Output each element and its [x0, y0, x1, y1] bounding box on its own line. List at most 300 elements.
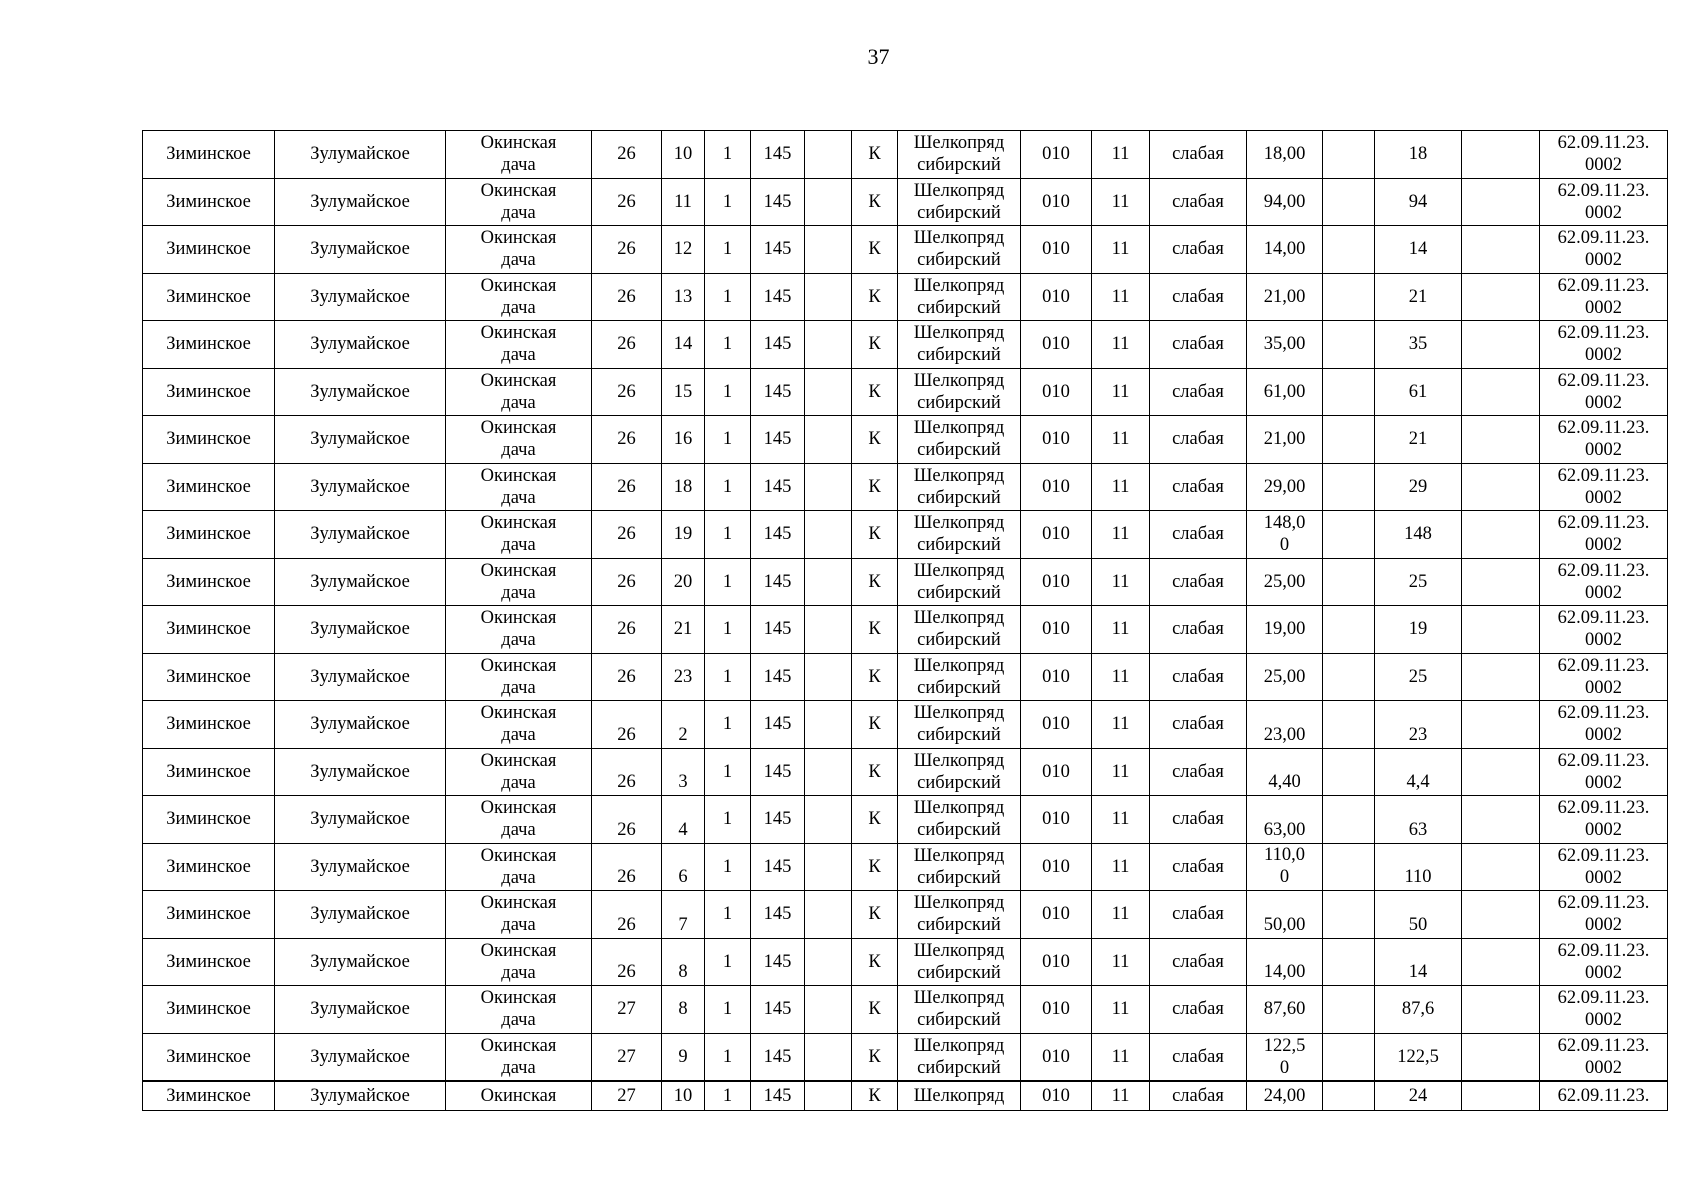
district-cell: Зулумайское — [275, 226, 446, 274]
compartment-cell: 3 — [662, 748, 705, 796]
col17-cell — [1462, 701, 1540, 749]
page-number: 37 — [867, 44, 890, 69]
table-row — [143, 986, 1668, 1034]
forestry-cell: Зиминское — [143, 748, 275, 796]
pest-cell: Шелкопряд сибирский — [898, 558, 1021, 606]
species-cell: К — [852, 321, 898, 369]
district-cell: Зулумайское — [275, 558, 446, 606]
col17-cell — [1462, 1081, 1540, 1111]
col7-cell: 145 — [751, 416, 805, 464]
degree-cell: слабая — [1150, 558, 1247, 606]
col7-cell: 145 — [751, 321, 805, 369]
quarter-cell: 26 — [592, 796, 662, 844]
col16-cell: 87,6 — [1375, 986, 1462, 1034]
col8-cell — [805, 843, 852, 891]
degree-cell: слабая — [1150, 606, 1247, 654]
col16-cell: 122,5 — [1375, 1033, 1462, 1081]
compartment-cell: 15 — [662, 368, 705, 416]
col16-cell: 50 — [1375, 891, 1462, 939]
col8-cell — [805, 463, 852, 511]
quarter-cell: 27 — [592, 986, 662, 1034]
col12-cell: 11 — [1092, 511, 1150, 559]
code-cell: 62.09.11.23. 0002 — [1540, 178, 1668, 226]
pest-cell: Шелкопряд сибирский — [898, 416, 1021, 464]
col6-cell: 1 — [705, 463, 751, 511]
degree-cell: слабая — [1150, 843, 1247, 891]
col11-cell: 010 — [1021, 1033, 1092, 1081]
quarter-cell: 26 — [592, 653, 662, 701]
species-cell: К — [852, 1081, 898, 1111]
code-cell: 62.09.11.23. 0002 — [1540, 701, 1668, 749]
district-cell: Зулумайское — [275, 1081, 446, 1111]
dacha-cell: Окинская дача — [446, 891, 592, 939]
col7-cell: 145 — [751, 131, 805, 179]
district-cell: Зулумайское — [275, 843, 446, 891]
forestry-cell: Зиминское — [143, 701, 275, 749]
forestry-cell: Зиминское — [143, 606, 275, 654]
col12-cell: 11 — [1092, 748, 1150, 796]
forestry-cell: Зиминское — [143, 558, 275, 606]
species-cell: К — [852, 748, 898, 796]
compartment-cell: 20 — [662, 558, 705, 606]
col12-cell: 11 — [1092, 321, 1150, 369]
col8-cell — [805, 748, 852, 796]
col6-cell: 1 — [705, 986, 751, 1034]
col7-cell: 145 — [751, 653, 805, 701]
area-cell: 4,40 — [1247, 748, 1323, 796]
col15-cell — [1323, 321, 1375, 369]
quarter-cell: 27 — [592, 1033, 662, 1081]
district-cell: Зулумайское — [275, 321, 446, 369]
dacha-cell: Окинская дача — [446, 226, 592, 274]
pest-cell: Шелкопряд сибирский — [898, 606, 1021, 654]
dacha-cell: Окинская дача — [446, 986, 592, 1034]
col7-cell: 145 — [751, 843, 805, 891]
code-cell: 62.09.11.23. 0002 — [1540, 796, 1668, 844]
col6-cell: 1 — [705, 178, 751, 226]
pest-cell: Шелкопряд сибирский — [898, 796, 1021, 844]
area-cell: 19,00 — [1247, 606, 1323, 654]
col6-cell: 1 — [705, 416, 751, 464]
table-row — [143, 938, 1668, 986]
dacha-cell: Окинская дача — [446, 843, 592, 891]
quarter-cell: 26 — [592, 748, 662, 796]
district-cell: Зулумайское — [275, 606, 446, 654]
table-row — [143, 273, 1668, 321]
col7-cell: 145 — [751, 368, 805, 416]
area-cell: 63,00 — [1247, 796, 1323, 844]
col12-cell: 11 — [1092, 416, 1150, 464]
col12-cell: 11 — [1092, 606, 1150, 654]
table-row — [143, 1081, 1668, 1111]
forestry-cell: Зиминское — [143, 1081, 275, 1111]
degree-cell: слабая — [1150, 891, 1247, 939]
quarter-cell: 26 — [592, 938, 662, 986]
code-cell: 62.09.11.23. 0002 — [1540, 416, 1668, 464]
col11-cell: 010 — [1021, 416, 1092, 464]
area-cell: 21,00 — [1247, 416, 1323, 464]
code-cell: 62.09.11.23. 0002 — [1540, 368, 1668, 416]
degree-cell: слабая — [1150, 178, 1247, 226]
col8-cell — [805, 701, 852, 749]
compartment-cell: 8 — [662, 938, 705, 986]
col6-cell: 1 — [705, 1033, 751, 1081]
col6-cell: 1 — [705, 273, 751, 321]
code-cell: 62.09.11.23. 0002 — [1540, 226, 1668, 274]
dacha-cell: Окинская — [446, 1081, 592, 1111]
forestry-cell: Зиминское — [143, 938, 275, 986]
pest-cell: Шелкопряд сибирский — [898, 226, 1021, 274]
quarter-cell: 26 — [592, 891, 662, 939]
area-cell: 25,00 — [1247, 558, 1323, 606]
col17-cell — [1462, 748, 1540, 796]
table-row — [143, 606, 1668, 654]
compartment-cell: 8 — [662, 986, 705, 1034]
col12-cell: 11 — [1092, 178, 1150, 226]
col12-cell: 11 — [1092, 986, 1150, 1034]
code-cell: 62.09.11.23. 0002 — [1540, 606, 1668, 654]
degree-cell: слабая — [1150, 226, 1247, 274]
district-cell: Зулумайское — [275, 368, 446, 416]
col11-cell: 010 — [1021, 463, 1092, 511]
col15-cell — [1323, 701, 1375, 749]
col6-cell: 1 — [705, 653, 751, 701]
pest-cell: Шелкопряд сибирский — [898, 321, 1021, 369]
dacha-cell: Окинская дача — [446, 1033, 592, 1081]
col12-cell: 11 — [1092, 226, 1150, 274]
compartment-cell: 4 — [662, 796, 705, 844]
forestry-cell: Зиминское — [143, 1033, 275, 1081]
forestry-cell: Зиминское — [143, 226, 275, 274]
district-cell: Зулумайское — [275, 511, 446, 559]
species-cell: К — [852, 891, 898, 939]
quarter-cell: 27 — [592, 1081, 662, 1111]
col17-cell — [1462, 606, 1540, 654]
area-cell: 14,00 — [1247, 226, 1323, 274]
col11-cell: 010 — [1021, 796, 1092, 844]
pest-cell: Шелкопряд сибирский — [898, 653, 1021, 701]
degree-cell: слабая — [1150, 653, 1247, 701]
forestry-cell: Зиминское — [143, 653, 275, 701]
quarter-cell: 26 — [592, 558, 662, 606]
col8-cell — [805, 606, 852, 654]
dacha-cell: Окинская дача — [446, 463, 592, 511]
pest-cell: Шелкопряд сибирский — [898, 131, 1021, 179]
pest-cell: Шелкопряд — [898, 1081, 1021, 1111]
col8-cell — [805, 938, 852, 986]
area-cell: 61,00 — [1247, 368, 1323, 416]
col15-cell — [1323, 891, 1375, 939]
degree-cell: слабая — [1150, 796, 1247, 844]
col7-cell: 145 — [751, 986, 805, 1034]
col6-cell: 1 — [705, 131, 751, 179]
col6-cell: 1 — [705, 938, 751, 986]
degree-cell: слабая — [1150, 368, 1247, 416]
col15-cell — [1323, 843, 1375, 891]
species-cell: К — [852, 178, 898, 226]
area-cell: 122,5 0 — [1247, 1033, 1323, 1081]
col7-cell: 145 — [751, 226, 805, 274]
dacha-cell: Окинская дача — [446, 606, 592, 654]
area-cell: 25,00 — [1247, 653, 1323, 701]
col15-cell — [1323, 1081, 1375, 1111]
quarter-cell: 26 — [592, 273, 662, 321]
col8-cell — [805, 131, 852, 179]
pest-cell: Шелкопряд сибирский — [898, 843, 1021, 891]
col12-cell: 11 — [1092, 1033, 1150, 1081]
dacha-cell: Окинская дача — [446, 701, 592, 749]
col6-cell: 1 — [705, 226, 751, 274]
species-cell: К — [852, 368, 898, 416]
col15-cell — [1323, 131, 1375, 179]
degree-cell: слабая — [1150, 321, 1247, 369]
compartment-cell: 11 — [662, 178, 705, 226]
pest-cell: Шелкопряд сибирский — [898, 463, 1021, 511]
district-cell: Зулумайское — [275, 463, 446, 511]
area-cell: 23,00 — [1247, 701, 1323, 749]
col16-cell: 25 — [1375, 558, 1462, 606]
area-cell: 148,0 0 — [1247, 511, 1323, 559]
col16-cell: 23 — [1375, 701, 1462, 749]
area-cell: 18,00 — [1247, 131, 1323, 179]
dacha-cell: Окинская дача — [446, 748, 592, 796]
district-cell: Зулумайское — [275, 748, 446, 796]
col16-cell: 21 — [1375, 273, 1462, 321]
forestry-cell: Зиминское — [143, 796, 275, 844]
col7-cell: 145 — [751, 1081, 805, 1111]
col17-cell — [1462, 463, 1540, 511]
dacha-cell: Окинская дача — [446, 368, 592, 416]
col7-cell: 145 — [751, 1033, 805, 1081]
table-row — [143, 416, 1668, 464]
degree-cell: слабая — [1150, 416, 1247, 464]
col8-cell — [805, 1081, 852, 1111]
col12-cell: 11 — [1092, 273, 1150, 321]
code-cell: 62.09.11.23. 0002 — [1540, 1033, 1668, 1081]
col8-cell — [805, 511, 852, 559]
species-cell: К — [852, 273, 898, 321]
species-cell: К — [852, 511, 898, 559]
dacha-cell: Окинская дача — [446, 558, 592, 606]
compartment-cell: 10 — [662, 131, 705, 179]
col17-cell — [1462, 938, 1540, 986]
species-cell: К — [852, 653, 898, 701]
code-cell: 62.09.11.23. 0002 — [1540, 131, 1668, 179]
col15-cell — [1323, 748, 1375, 796]
compartment-cell: 12 — [662, 226, 705, 274]
quarter-cell: 26 — [592, 131, 662, 179]
col7-cell: 145 — [751, 273, 805, 321]
col15-cell — [1323, 273, 1375, 321]
quarter-cell: 26 — [592, 368, 662, 416]
table-row — [143, 891, 1668, 939]
col8-cell — [805, 368, 852, 416]
district-cell: Зулумайское — [275, 701, 446, 749]
degree-cell: слабая — [1150, 1033, 1247, 1081]
pest-cell: Шелкопряд сибирский — [898, 273, 1021, 321]
quarter-cell: 26 — [592, 416, 662, 464]
dacha-cell: Окинская дача — [446, 938, 592, 986]
area-cell: 110,0 0 — [1247, 843, 1323, 891]
area-cell: 29,00 — [1247, 463, 1323, 511]
col17-cell — [1462, 368, 1540, 416]
col15-cell — [1323, 416, 1375, 464]
area-cell: 87,60 — [1247, 986, 1323, 1034]
col16-cell: 21 — [1375, 416, 1462, 464]
dacha-cell: Окинская дача — [446, 511, 592, 559]
col17-cell — [1462, 226, 1540, 274]
col15-cell — [1323, 463, 1375, 511]
district-cell: Зулумайское — [275, 796, 446, 844]
col7-cell: 145 — [751, 748, 805, 796]
compartment-cell: 16 — [662, 416, 705, 464]
species-cell: К — [852, 796, 898, 844]
district-cell: Зулумайское — [275, 891, 446, 939]
col17-cell — [1462, 558, 1540, 606]
compartment-cell: 14 — [662, 321, 705, 369]
col6-cell: 1 — [705, 796, 751, 844]
col15-cell — [1323, 796, 1375, 844]
table-row — [143, 368, 1668, 416]
degree-cell: слабая — [1150, 748, 1247, 796]
forestry-cell: Зиминское — [143, 986, 275, 1034]
col17-cell — [1462, 986, 1540, 1034]
col15-cell — [1323, 986, 1375, 1034]
compartment-cell: 21 — [662, 606, 705, 654]
code-cell: 62.09.11.23. 0002 — [1540, 843, 1668, 891]
table-row — [143, 843, 1668, 891]
col8-cell — [805, 558, 852, 606]
table-row — [143, 558, 1668, 606]
col15-cell — [1323, 511, 1375, 559]
dacha-cell: Окинская дача — [446, 273, 592, 321]
species-cell: К — [852, 558, 898, 606]
code-cell: 62.09.11.23. 0002 — [1540, 558, 1668, 606]
col8-cell — [805, 178, 852, 226]
col16-cell: 19 — [1375, 606, 1462, 654]
col6-cell: 1 — [705, 1081, 751, 1111]
species-cell: К — [852, 1033, 898, 1081]
col8-cell — [805, 1033, 852, 1081]
district-cell: Зулумайское — [275, 131, 446, 179]
degree-cell: слабая — [1150, 511, 1247, 559]
quarter-cell: 26 — [592, 701, 662, 749]
col6-cell: 1 — [705, 891, 751, 939]
quarter-cell: 26 — [592, 511, 662, 559]
col17-cell — [1462, 273, 1540, 321]
species-cell: К — [852, 463, 898, 511]
col12-cell: 11 — [1092, 131, 1150, 179]
forest-pest-register-table — [142, 130, 1668, 1111]
pest-cell: Шелкопряд сибирский — [898, 368, 1021, 416]
col16-cell: 29 — [1375, 463, 1462, 511]
col17-cell — [1462, 416, 1540, 464]
col11-cell: 010 — [1021, 368, 1092, 416]
compartment-cell: 18 — [662, 463, 705, 511]
col6-cell: 1 — [705, 321, 751, 369]
district-cell: Зулумайское — [275, 273, 446, 321]
col12-cell: 11 — [1092, 938, 1150, 986]
species-cell: К — [852, 986, 898, 1034]
district-cell: Зулумайское — [275, 653, 446, 701]
dacha-cell: Окинская дача — [446, 416, 592, 464]
col15-cell — [1323, 1033, 1375, 1081]
col11-cell: 010 — [1021, 938, 1092, 986]
degree-cell: слабая — [1150, 273, 1247, 321]
species-cell: К — [852, 416, 898, 464]
compartment-cell: 23 — [662, 653, 705, 701]
forestry-cell: Зиминское — [143, 368, 275, 416]
col6-cell: 1 — [705, 748, 751, 796]
compartment-cell: 10 — [662, 1081, 705, 1111]
col12-cell: 11 — [1092, 368, 1150, 416]
col12-cell: 11 — [1092, 891, 1150, 939]
dacha-cell: Окинская дача — [446, 178, 592, 226]
area-cell: 94,00 — [1247, 178, 1323, 226]
table-row — [143, 178, 1668, 226]
col12-cell: 11 — [1092, 463, 1150, 511]
col11-cell: 010 — [1021, 701, 1092, 749]
col16-cell: 110 — [1375, 843, 1462, 891]
table-row — [143, 796, 1668, 844]
forestry-cell: Зиминское — [143, 511, 275, 559]
table-row — [143, 321, 1668, 369]
forestry-cell: Зиминское — [143, 463, 275, 511]
species-cell: К — [852, 606, 898, 654]
dacha-cell: Окинская дача — [446, 131, 592, 179]
compartment-cell: 13 — [662, 273, 705, 321]
col16-cell: 148 — [1375, 511, 1462, 559]
col16-cell: 25 — [1375, 653, 1462, 701]
col12-cell: 11 — [1092, 843, 1150, 891]
district-cell: Зулумайское — [275, 1033, 446, 1081]
code-cell: 62.09.11.23. 0002 — [1540, 748, 1668, 796]
col15-cell — [1323, 226, 1375, 274]
col16-cell: 14 — [1375, 938, 1462, 986]
col17-cell — [1462, 843, 1540, 891]
code-cell: 62.09.11.23. 0002 — [1540, 938, 1668, 986]
species-cell: К — [852, 226, 898, 274]
col7-cell: 145 — [751, 558, 805, 606]
col11-cell: 010 — [1021, 986, 1092, 1034]
col11-cell: 010 — [1021, 606, 1092, 654]
district-cell: Зулумайское — [275, 178, 446, 226]
col12-cell: 11 — [1092, 796, 1150, 844]
forestry-cell: Зиминское — [143, 416, 275, 464]
table-row — [143, 748, 1668, 796]
area-cell: 14,00 — [1247, 938, 1323, 986]
dacha-cell: Окинская дача — [446, 796, 592, 844]
col7-cell: 145 — [751, 606, 805, 654]
pest-cell: Шелкопряд сибирский — [898, 1033, 1021, 1081]
area-cell: 35,00 — [1247, 321, 1323, 369]
col15-cell — [1323, 938, 1375, 986]
col11-cell: 010 — [1021, 226, 1092, 274]
pest-cell: Шелкопряд сибирский — [898, 701, 1021, 749]
col7-cell: 145 — [751, 796, 805, 844]
species-cell: К — [852, 938, 898, 986]
table-body — [143, 131, 1668, 1111]
col8-cell — [805, 226, 852, 274]
quarter-cell: 26 — [592, 226, 662, 274]
degree-cell: слабая — [1150, 701, 1247, 749]
area-cell: 50,00 — [1247, 891, 1323, 939]
col11-cell: 010 — [1021, 321, 1092, 369]
forestry-cell: Зиминское — [143, 131, 275, 179]
col16-cell: 14 — [1375, 226, 1462, 274]
table-row — [143, 653, 1668, 701]
species-cell: К — [852, 701, 898, 749]
